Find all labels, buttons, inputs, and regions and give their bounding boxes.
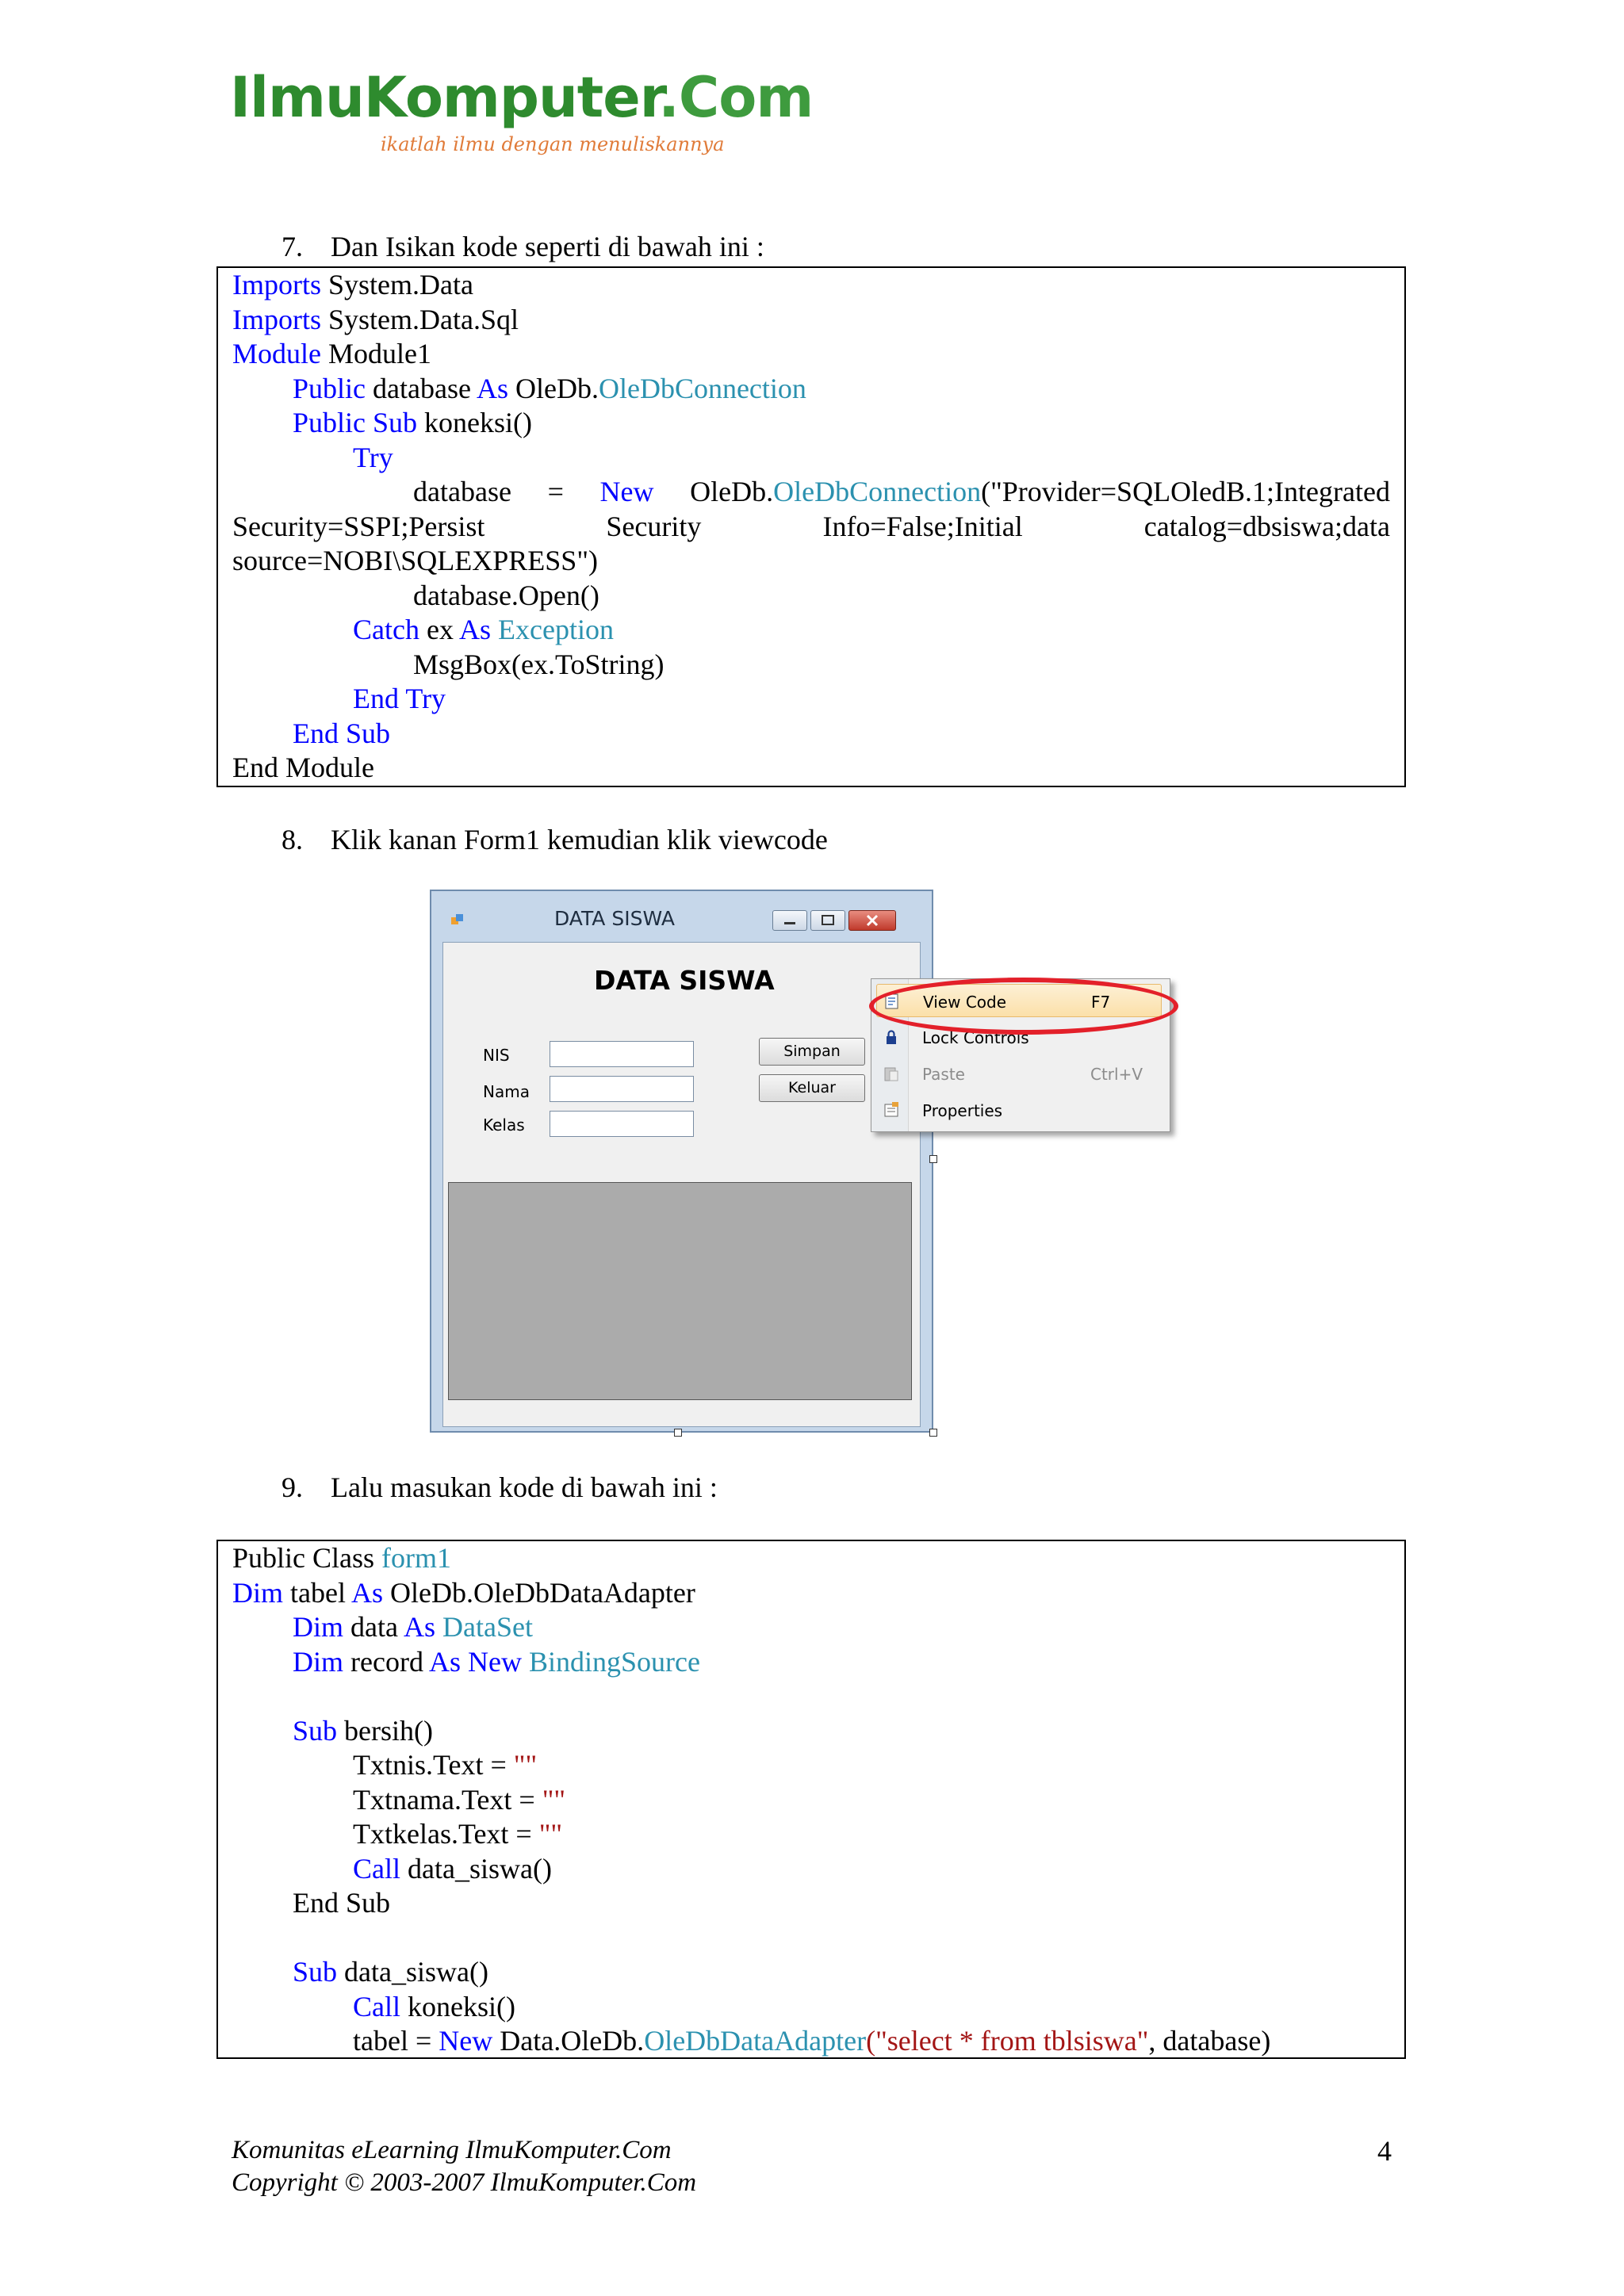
- resize-handle[interactable]: [674, 1429, 682, 1437]
- menu-item-lock-controls[interactable]: Lock Controls: [876, 1020, 1162, 1054]
- lock-icon: [883, 1028, 900, 1046]
- close-button[interactable]: [848, 910, 896, 931]
- site-logo: [230, 65, 814, 155]
- kelas-textbox[interactable]: [550, 1111, 694, 1137]
- form-heading: DATA SISWA: [594, 965, 775, 996]
- resize-handle[interactable]: [929, 1155, 937, 1163]
- label-nis: NIS: [483, 1046, 510, 1065]
- step-7: 7. Dan Isikan kode seperti di bawah ini :: [282, 231, 764, 262]
- step-8: 8. Klik kanan Form1 kemudian klik viewcode: [282, 824, 828, 855]
- paste-icon: [883, 1065, 900, 1082]
- step-9: 9. Lalu masukan kode di bawah ini :: [282, 1471, 718, 1503]
- properties-icon: [883, 1101, 900, 1119]
- highlight-ellipse: [869, 978, 1178, 1035]
- form-icon: [450, 913, 465, 928]
- menu-item-properties[interactable]: Properties: [876, 1093, 1162, 1127]
- menu-item-paste[interactable]: Paste Ctrl+V: [876, 1057, 1162, 1090]
- simpan-button[interactable]: Simpan: [759, 1038, 865, 1066]
- code-block-module: Imports System.Data Imports System.Data.Sql Module Module1 Public database As OleDb.OleDbConnection Public Sub koneksi() Try database = New OleDb.OleDbConnection("Provider=SQLOledB.1;Integrated Security=SSPI;Persist Security Info=False;Initial catalog=dbsiswa;data source=NOBI\SQLEXPRESS") database.Open() Catch ex As Exception MsgBox(ex.ToString) End Try End Sub End Module: [216, 266, 1406, 787]
- label-nama: Nama: [483, 1082, 530, 1101]
- logo-tagline: ikatlah ilmu dengan menuliskannya: [381, 133, 725, 155]
- label-kelas: Kelas: [483, 1115, 525, 1135]
- footer-copyright: Copyright © 2003-2007 IlmuKomputer.Com: [232, 2168, 697, 2197]
- menu-item-view-code[interactable]: View Code F7: [876, 984, 1162, 1017]
- resize-handle[interactable]: [929, 1429, 937, 1437]
- footer-community: Komunitas eLearning IlmuKomputer.Com: [232, 2136, 672, 2164]
- form-window: [430, 890, 933, 1433]
- keluar-button[interactable]: Keluar: [759, 1074, 865, 1102]
- page-number: 4: [1377, 2135, 1392, 2167]
- footer: [232, 2134, 696, 2199]
- logo-text: IlmuKomputer.Com: [230, 65, 814, 130]
- form-designer-screenshot: [430, 890, 1223, 1437]
- window-title: DATA SISWA: [554, 907, 675, 930]
- form-client-area: [442, 942, 921, 1427]
- code-block-form: Public Class form1 Dim tabel As OleDb.OleDbDataAdapter Dim data As DataSet Dim record As New BindingSource Sub bersih() Txtnis.Text = "" Txtnama.Text = "" Txtkelas.Text = "" Call data_siswa() End Sub Sub data_siswa() Call koneksi() tabel = New Data.OleDb.OleDbDataAdapter("select * from tblsiswa", database): [216, 1540, 1406, 2059]
- nis-textbox[interactable]: [550, 1041, 694, 1067]
- nama-textbox[interactable]: [550, 1076, 694, 1102]
- data-grid[interactable]: [448, 1182, 912, 1400]
- minimize-button[interactable]: [772, 910, 807, 931]
- maximize-button[interactable]: [810, 910, 845, 931]
